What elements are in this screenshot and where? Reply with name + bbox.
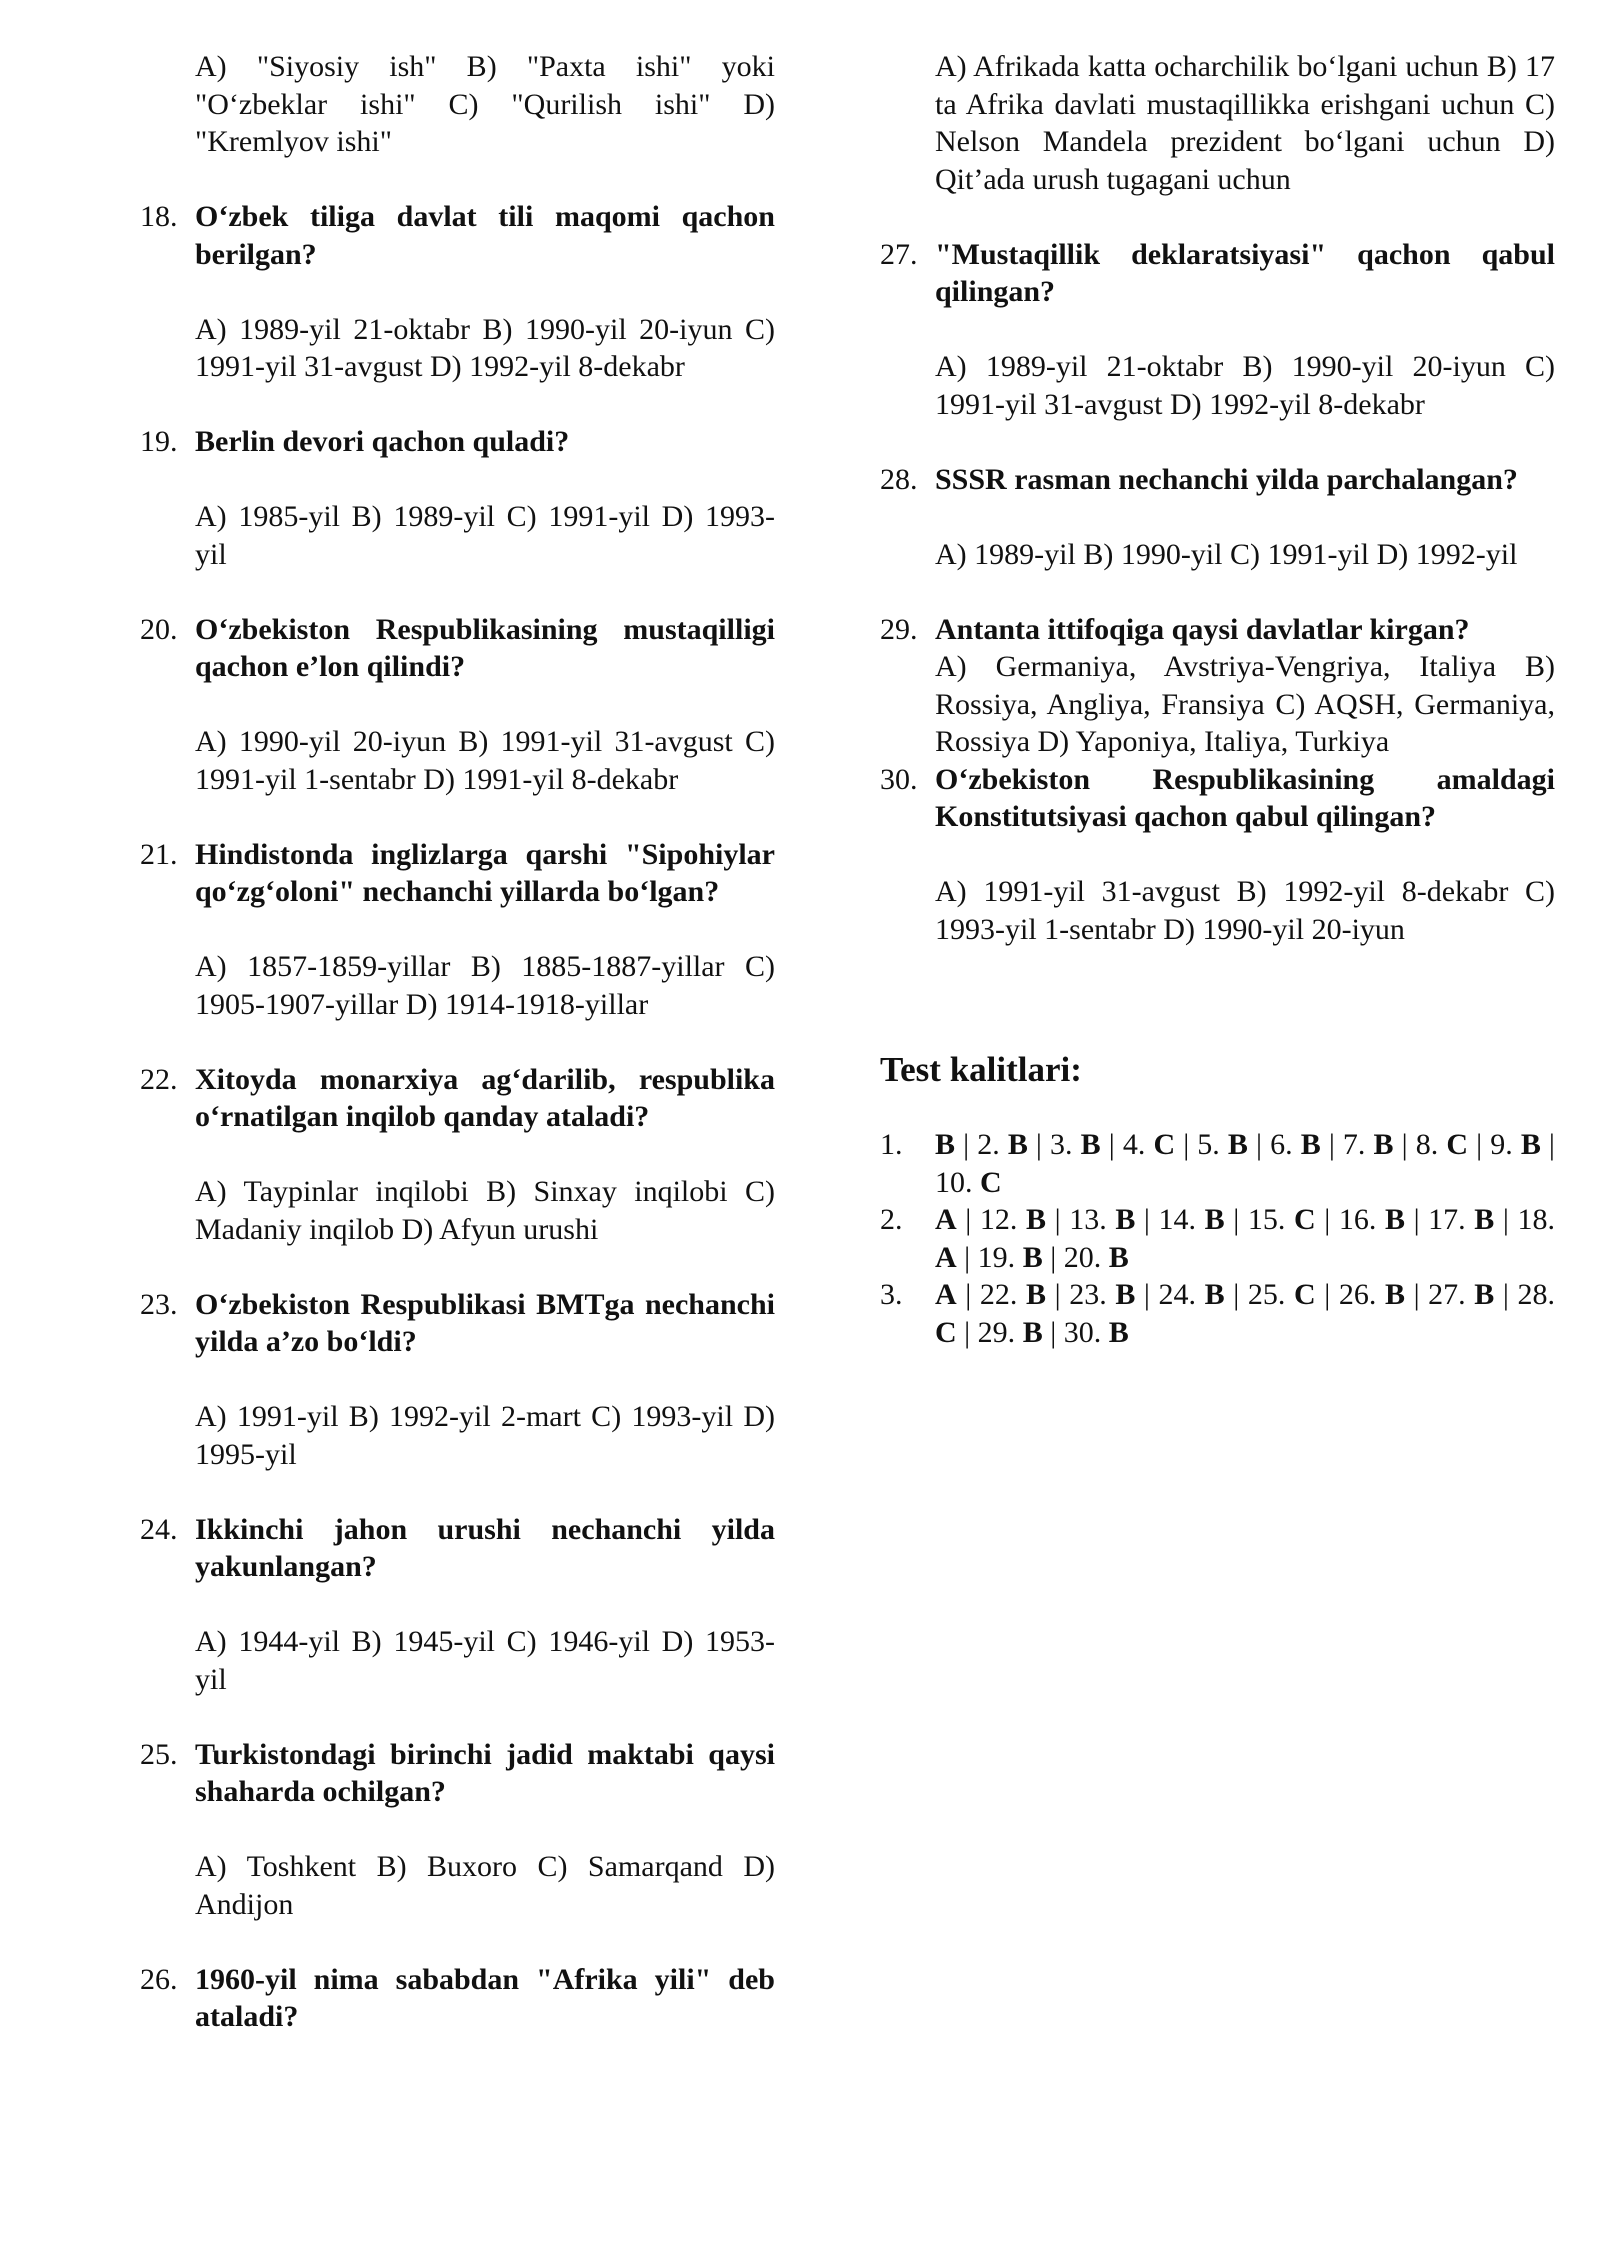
answer-key-number: 2.	[880, 1203, 903, 1236]
answer-letter: B	[1025, 1278, 1046, 1311]
answer-letter: A	[935, 1203, 957, 1236]
question-28: 28. SSSR rasman nechanchi yilda parchalangan?	[880, 462, 1518, 496]
answer-separator: | 9.	[1468, 1128, 1521, 1161]
answer-letter: C	[1293, 1278, 1316, 1311]
q29-options: A) Germaniya, Avstriya-Vengriya, Italiya B) Rossiya, Angliya, Fransiya C) AQSH, Germaniya, Rossiya D) Yaponiya, Italiya, Turkiya	[935, 650, 1555, 758]
answer-separator: | 7.	[1320, 1128, 1374, 1161]
answer-separator: | 13.	[1046, 1203, 1116, 1236]
left-column	[140, 48, 775, 2036]
question-27: 27. "Mustaqillik deklaratsiyasi" qachon qabul qilingan?	[880, 237, 1555, 308]
answer-letter: C	[1446, 1128, 1469, 1161]
answer-letter: A	[935, 1240, 957, 1274]
q30-options: A) 1991-yil 31-avgust B) 1992-yil 8-dekabr C) 1993-yil 1-sentabr D) 1990-yil 20-iyun	[935, 875, 1555, 946]
question-18: 18. O‘zbek tiliga davlat tili maqomi qachon berilgan?	[140, 200, 775, 271]
question-24: 24. Ikkinchi jahon urushi nechanchi yilda yakunlangan?	[140, 1512, 775, 1583]
question-25: 25. Turkistondagi birinchi jadid maktabi qaysi shaharda ochilgan?	[140, 1737, 775, 1808]
q26-options: A) Afrikada katta ocharchilik bo‘lgani uchun B) 17 ta Afrika davlati mustaqillikka erishgani uchun C) Nelson Mandela prezident bo‘lgani uchun D) Qit’ada urush tugagani uchun	[935, 50, 1555, 196]
answer-separator: | 23.	[1046, 1278, 1116, 1311]
answer-letter: B	[935, 1128, 956, 1161]
answer-separator: | 25.	[1224, 1278, 1294, 1311]
answer-separator: | 4.	[1100, 1128, 1154, 1161]
answer-letter: B	[1007, 1128, 1028, 1161]
q27-options: A) 1989-yil 21-oktabr B) 1990-yil 20-iyun C) 1991-yil 31-avgust D) 1992-yil 8-dekabr	[935, 350, 1555, 421]
answer-letter: B	[1115, 1278, 1136, 1311]
answer-separator: | 19.	[956, 1240, 1023, 1274]
answer-separator: | 30.	[1042, 1315, 1109, 1349]
question-29: 29. Antanta ittifoqiga qaysi davlatlar kirgan?	[880, 612, 1470, 646]
answer-key-item	[880, 1276, 1555, 1351]
right-column	[880, 48, 1555, 1351]
answer-separator: | 16.	[1315, 1203, 1385, 1236]
answer-separator: | 2.	[955, 1128, 1008, 1161]
answer-letter: B	[1022, 1315, 1043, 1349]
answer-separator: | 10.	[935, 1128, 1555, 1199]
q17-options: A) "Siyosiy ish" B) "Paxta ishi" yoki "O‘zbeklar ishi" C) "Qurilish ishi" D) "Kremlyov ishi"	[195, 50, 775, 158]
answer-letter: C	[935, 1315, 957, 1349]
q23-options: A) 1991-yil B) 1992-yil 2-mart C) 1993-yil D) 1995-yil	[195, 1400, 775, 1471]
answer-separator: | 22.	[956, 1278, 1026, 1311]
q24-options: A) 1944-yil B) 1945-yil C) 1946-yil D) 1953-yil	[195, 1625, 775, 1696]
answer-key-text	[935, 1201, 1555, 1276]
answer-separator: | 5.	[1175, 1128, 1228, 1161]
answer-key-text	[935, 1276, 1555, 1351]
answer-letter: B	[1204, 1203, 1225, 1236]
answer-key-list	[880, 1126, 1555, 1351]
answer-letter: B	[1204, 1278, 1225, 1311]
answer-letter: A	[935, 1278, 957, 1311]
answer-separator: | 12.	[956, 1203, 1026, 1236]
answer-key-item	[880, 1126, 1555, 1201]
answer-letter: B	[1108, 1315, 1129, 1349]
q28-options: A) 1989-yil B) 1990-yil C) 1991-yil D) 1992-yil	[935, 537, 1518, 571]
answer-separator: | 27.	[1404, 1278, 1475, 1311]
q20-options: A) 1990-yil 20-iyun B) 1991-yil 31-avgust C) 1991-yil 1-sentabr D) 1991-yil 8-dekabr	[195, 725, 775, 796]
answer-separator: | 14.	[1135, 1203, 1205, 1236]
answer-separator: | 3.	[1027, 1128, 1081, 1161]
answer-key-title: Test kalitlari:	[880, 1050, 1082, 1089]
answer-letter: B	[1373, 1128, 1394, 1161]
answer-separator: | 26.	[1315, 1278, 1385, 1311]
q22-options: A) Taypinlar inqilobi B) Sinxay inqilobi C) Madaniy inqilob D) Afyun urushi	[195, 1175, 775, 1246]
q21-options: A) 1857-1859-yillar B) 1885-1887-yillar C) 1905-1907-yillar D) 1914-1918-yillar	[195, 950, 775, 1021]
q19-options: A) 1985-yil B) 1989-yil C) 1991-yil D) 1993-yil	[195, 500, 775, 571]
answer-separator: | 20.	[1042, 1240, 1109, 1274]
answer-separator: | 29.	[956, 1315, 1023, 1349]
answer-letter: B	[1520, 1128, 1541, 1161]
answer-letter: B	[1022, 1240, 1043, 1274]
answer-letter: B	[1384, 1278, 1405, 1311]
answer-separator: | 17.	[1404, 1203, 1475, 1236]
answer-separator: | 28.	[1494, 1278, 1555, 1311]
answer-letter: B	[1300, 1128, 1321, 1161]
answer-key-number: 3.	[880, 1278, 903, 1311]
answer-letter: C	[1153, 1128, 1176, 1161]
question-22: 22. Xitoyda monarxiya ag‘darilib, respublika o‘rnatilgan inqilob qanday ataladi?	[140, 1062, 775, 1133]
answer-separator: | 18.	[1494, 1203, 1555, 1236]
answer-key-number: 1.	[880, 1128, 903, 1161]
answer-separator: | 6.	[1247, 1128, 1301, 1161]
answer-separator: | 15.	[1224, 1203, 1294, 1236]
question-19: 19. Berlin devori qachon quladi?	[140, 425, 570, 458]
answer-separator: | 8.	[1393, 1128, 1447, 1161]
answer-key-text	[935, 1126, 1555, 1201]
answer-separator: | 24.	[1135, 1278, 1205, 1311]
answer-letter: B	[1108, 1240, 1129, 1274]
answer-letter: B	[1474, 1278, 1495, 1311]
answer-letter: B	[1227, 1128, 1248, 1161]
answer-letter: B	[1384, 1203, 1405, 1236]
answer-key-item	[880, 1201, 1555, 1276]
q18-options: A) 1989-yil 21-oktabr B) 1990-yil 20-iyun C) 1991-yil 31-avgust D) 1992-yil 8-dekabr	[195, 312, 775, 383]
answer-letter: B	[1080, 1128, 1101, 1161]
answer-letter: B	[1474, 1203, 1495, 1236]
question-21: 21. Hindistonda inglizlarga qarshi "Sipohiylar qo‘zg‘oloni" nechanchi yillarda bo‘lgan?	[140, 837, 775, 908]
question-30: 30. O‘zbekiston Respublikasining amaldagi Konstitutsiyasi qachon qabul qilingan?	[880, 762, 1555, 833]
question-23: 23. O‘zbekiston Respublikasi BMTga nechanchi yilda a’zo bo‘ldi?	[140, 1287, 775, 1358]
q25-options: A) Toshkent B) Buxoro C) Samarqand D) Andijon	[195, 1850, 775, 1921]
answer-letter: C	[980, 1165, 1002, 1199]
answer-letter: B	[1025, 1203, 1046, 1236]
question-20: 20. O‘zbekiston Respublikasining mustaqilligi qachon e’lon qilindi?	[140, 612, 775, 683]
answer-letter: B	[1115, 1203, 1136, 1236]
question-26: 26. 1960-yil nima sababdan "Afrika yili" deb ataladi?	[140, 1962, 775, 2033]
answer-letter: C	[1293, 1203, 1316, 1236]
